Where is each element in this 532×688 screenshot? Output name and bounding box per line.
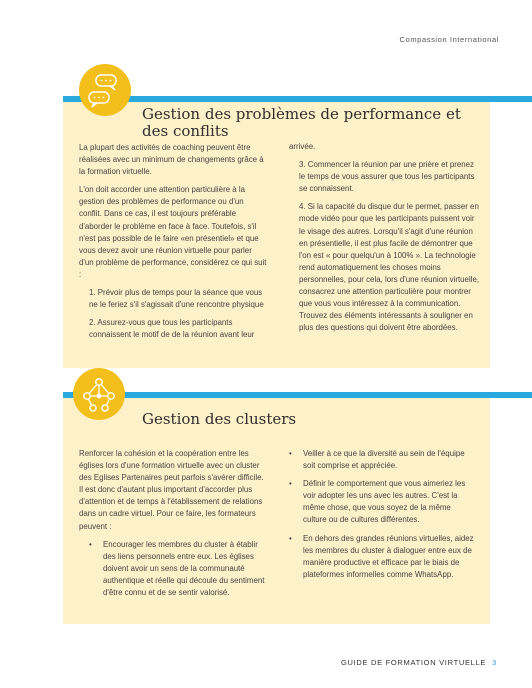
list-item: • En dehors des grandes réunions virtuelles, aidez les membres du cluster à dialoguer entre eux de manière productive et efficace par le biais de plateformes informelles comme WhatsApp. — [289, 533, 474, 579]
list-item: • Veiller à ce que la diversité au sein de l'équipe soit comprise et appréciée. — [289, 449, 465, 471]
performance-right-column — [289, 141, 481, 340]
list-item: • Définir le comportement que vous aimeriez les voir adopter les uns avec les autres. C'est la même chose, que vous soyez de la même culture ou de cultures différentes. — [289, 479, 466, 525]
step-2: 2. Assurez-vous que tous les participants connaissent le motif de de la réunion avant leur — [89, 318, 255, 340]
speech-bubbles-icon — [79, 64, 131, 116]
network-nodes-icon — [73, 368, 125, 420]
page-footer — [341, 658, 497, 667]
intro-paragraph: La plupart des activités de coaching peuvent être réalisées avec un minimum de changements grâce à la formation virtuelle. — [79, 143, 264, 177]
bullet-icon: • — [289, 479, 292, 489]
clusters-left-bullets — [79, 539, 269, 599]
clusters-left-column — [79, 448, 269, 605]
clusters-intro-paragraph: Renforcer la cohésion et la coopération entre les églises lors d'une formation virtuelle avec un cluster des Eglises Partenaires peut parfois s'avérer difficile. Il est donc d'autant plus important d'accorder plus d'attention et de temps à l'établissement de relations dans un cadre virtuel. Pour ce faire, les formateurs peuvent : — [79, 449, 264, 531]
bullet-icon: • — [289, 449, 292, 458]
footer-label: GUIDE DE FORMATION VIRTUELLE — [340, 658, 487, 667]
bullet-icon: • — [289, 533, 292, 543]
clusters-right-bullets — [289, 448, 474, 581]
step-2-continued: arrivée. — [289, 142, 316, 151]
bullet-icon: • — [89, 539, 92, 549]
step-1: 1. Prévoir plus de temps pour la séance que vous ne le feriez s'il s'agissait d'une rencontre physique — [89, 288, 264, 310]
brand-label: Compassion International — [399, 35, 499, 44]
performance-section-title: Gestion des problèmes de performance et des conflits — [142, 105, 461, 140]
page-number: 3 — [492, 658, 497, 667]
step-3: 3. Commencer la réunion par une prière et prenez le temps de vous assurer que tous les participants se connaissent. — [299, 160, 475, 194]
clusters-right-column — [289, 448, 474, 587]
clusters-section-title: Gestion des clusters — [142, 410, 297, 428]
section-divider-bar — [63, 392, 532, 398]
section-divider-bar — [63, 96, 532, 102]
list-item: • Encourager les membres du cluster à établir des liens personnels entre eux. Les églises doivent avoir un sens de la communauté authentique et réelle qui découle du sentiment d'être connu et de se sentir valorisé. — [89, 539, 265, 598]
conflict-paragraph: L'on doit accorder une attention particulière à la gestion des problèmes de performance ou d'un conflit. Dans ce cas, il est toujours préférable d'aborder le problème en face à face. Toutefois, s'il n'est pas possible de le faire «en présentiel» et que vous devez avoir une réunion virtuelle pour parler d'un problème de performance, considérez ce qui suit : — [79, 185, 267, 279]
performance-left-column — [79, 142, 267, 347]
step-4: 4. Si la capacité du disque dur le permet, passer en mode vidéo pour que les participants puissent voir le visage des autres. Lorsqu'il s'agit d'une réunion en présentielle, il est plus facile de démontrer que l'on est « pour quelqu'un à 100% ». La technologie rend automatiquement les choses moins personnelles, pour cela, lors d'une réunion virtuelle, consacrez une attention particulière pour montrer que vous vous intéressez à la communication. Trouvez des éléments intéressants à souligner en plus des questions qui doivent être abordées. — [299, 202, 480, 333]
